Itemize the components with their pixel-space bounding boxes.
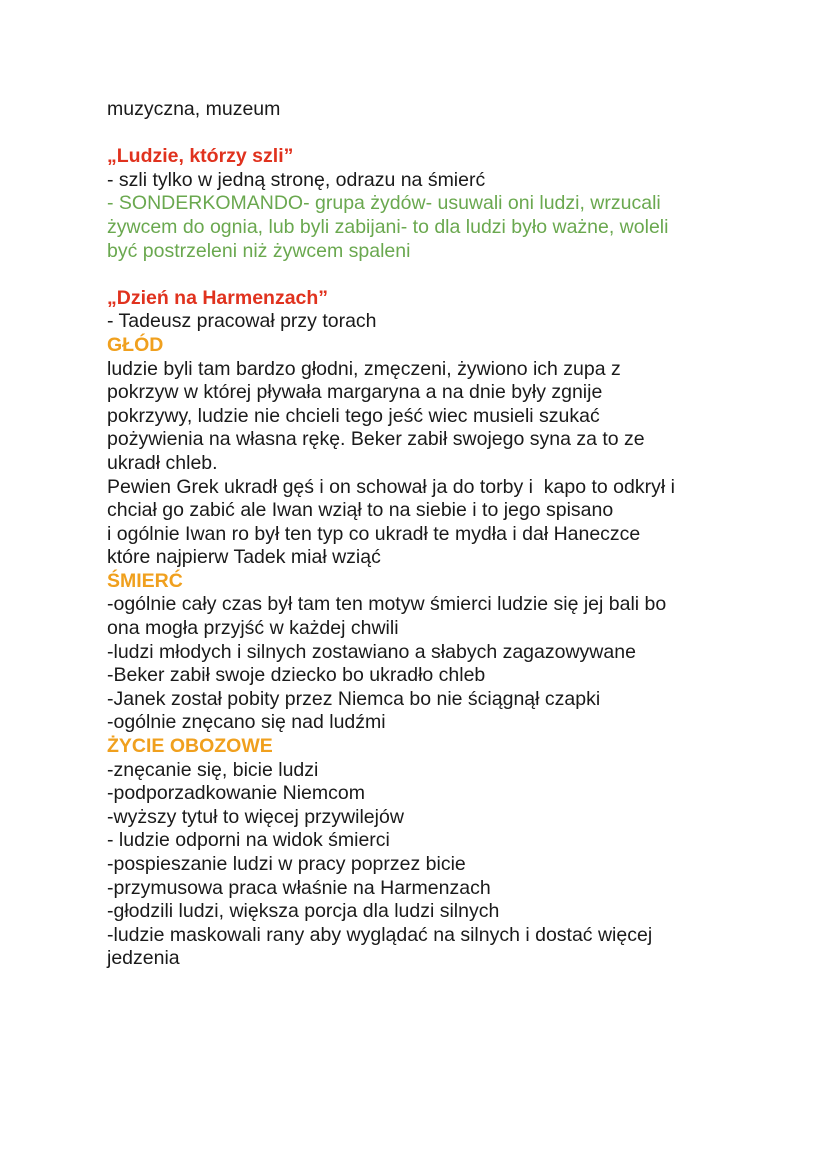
spacer xyxy=(107,122,767,146)
glod-line: pokrzyw w której pływała margaryna a na dnie były zgnije xyxy=(107,381,603,404)
glod-line: pokrzywy, ludzie nie chcieli tego jeść wiec musieli szukać xyxy=(107,404,600,427)
document-page xyxy=(107,98,767,971)
glod-line: chciał go zabić ale Iwan wziął to na siebie i to jego spisano xyxy=(107,499,614,522)
zycie-line: -podporzadkowanie Niemcom xyxy=(107,782,365,805)
green-line: żywcem do ognia, lub byli zabijani- to dla ludzi było ważne, woleli xyxy=(107,215,669,238)
smierc-line: -ogólnie cały czas był tam ten motyw śmierci ludzie się jej bali bo xyxy=(107,593,667,616)
glod-line: które najpierw Tadek miał wziąć xyxy=(107,546,381,569)
zycie-line: -znęcanie się, bicie ludzi xyxy=(107,758,319,781)
text-line: - szli tylko w jedną stronę, odrazu na śmierć xyxy=(107,168,486,191)
text-line: - Tadeusz pracował przy torach xyxy=(107,310,377,333)
smierc-line: -ludzi młodych i silnych zostawiano a słabych zagazowywane xyxy=(107,640,636,663)
zycie-line: - ludzie odporni na widok śmierci xyxy=(107,829,390,852)
zycie-line: -przymusowa praca właśnie na Harmenzach xyxy=(107,876,491,899)
zycie-line: -wyższy tytuł to więcej przywilejów xyxy=(107,805,404,828)
section-title-ludzie: „Ludzie, którzy szli” xyxy=(107,145,294,168)
green-line: być postrzeleni niż żywcem spaleni xyxy=(107,239,411,262)
smierc-line: -Janek został pobity przez Niemca bo nie ściągnął czapki xyxy=(107,687,601,710)
heading-zycie-obozowe: ŻYCIE OBOZOWE xyxy=(107,735,273,758)
glod-line: Pewien Grek ukradł gęś i on schował ja do torby i kapo to odkrył i xyxy=(107,475,675,498)
heading-smierc: ŚMIERĆ xyxy=(107,569,183,592)
smierc-line: -Beker zabił swoje dziecko bo ukradło chleb xyxy=(107,664,486,687)
zycie-line: -pospieszanie ludzi w pracy poprzez bicie xyxy=(107,853,466,875)
zycie-line: -głodzili ludzi, większa porcja dla ludzi silnych xyxy=(107,900,500,923)
smierc-line: ona mogła przyjść w każdej chwili xyxy=(107,617,399,640)
glod-line: ludzie byli tam bardzo głodni, zmęczeni, żywiono ich zupa z xyxy=(107,357,621,380)
section-title-dzien: „Dzień na Harmenzach” xyxy=(107,286,329,309)
glod-line: ukradł chleb. xyxy=(107,451,218,474)
green-line: - SONDERKOMANDO- grupa żydów- usuwali oni ludzi, wrzucali xyxy=(107,192,661,215)
intro-line: muzyczna, muzeum xyxy=(107,98,281,120)
heading-glod: GŁÓD xyxy=(107,333,164,356)
glod-line: i ogólnie Iwan ro był ten typ co ukradł te mydła i dał Haneczce xyxy=(107,522,641,545)
smierc-line: -ogólnie znęcano się nad ludźmi xyxy=(107,711,386,734)
glod-line: pożywienia na własna rękę. Beker zabił swojego syna za to ze xyxy=(107,428,645,451)
zycie-line: -ludzie maskowali rany aby wyglądać na silnych i dostać więcej xyxy=(107,923,653,946)
spacer xyxy=(107,263,767,287)
zycie-line: jedzenia xyxy=(107,947,180,970)
